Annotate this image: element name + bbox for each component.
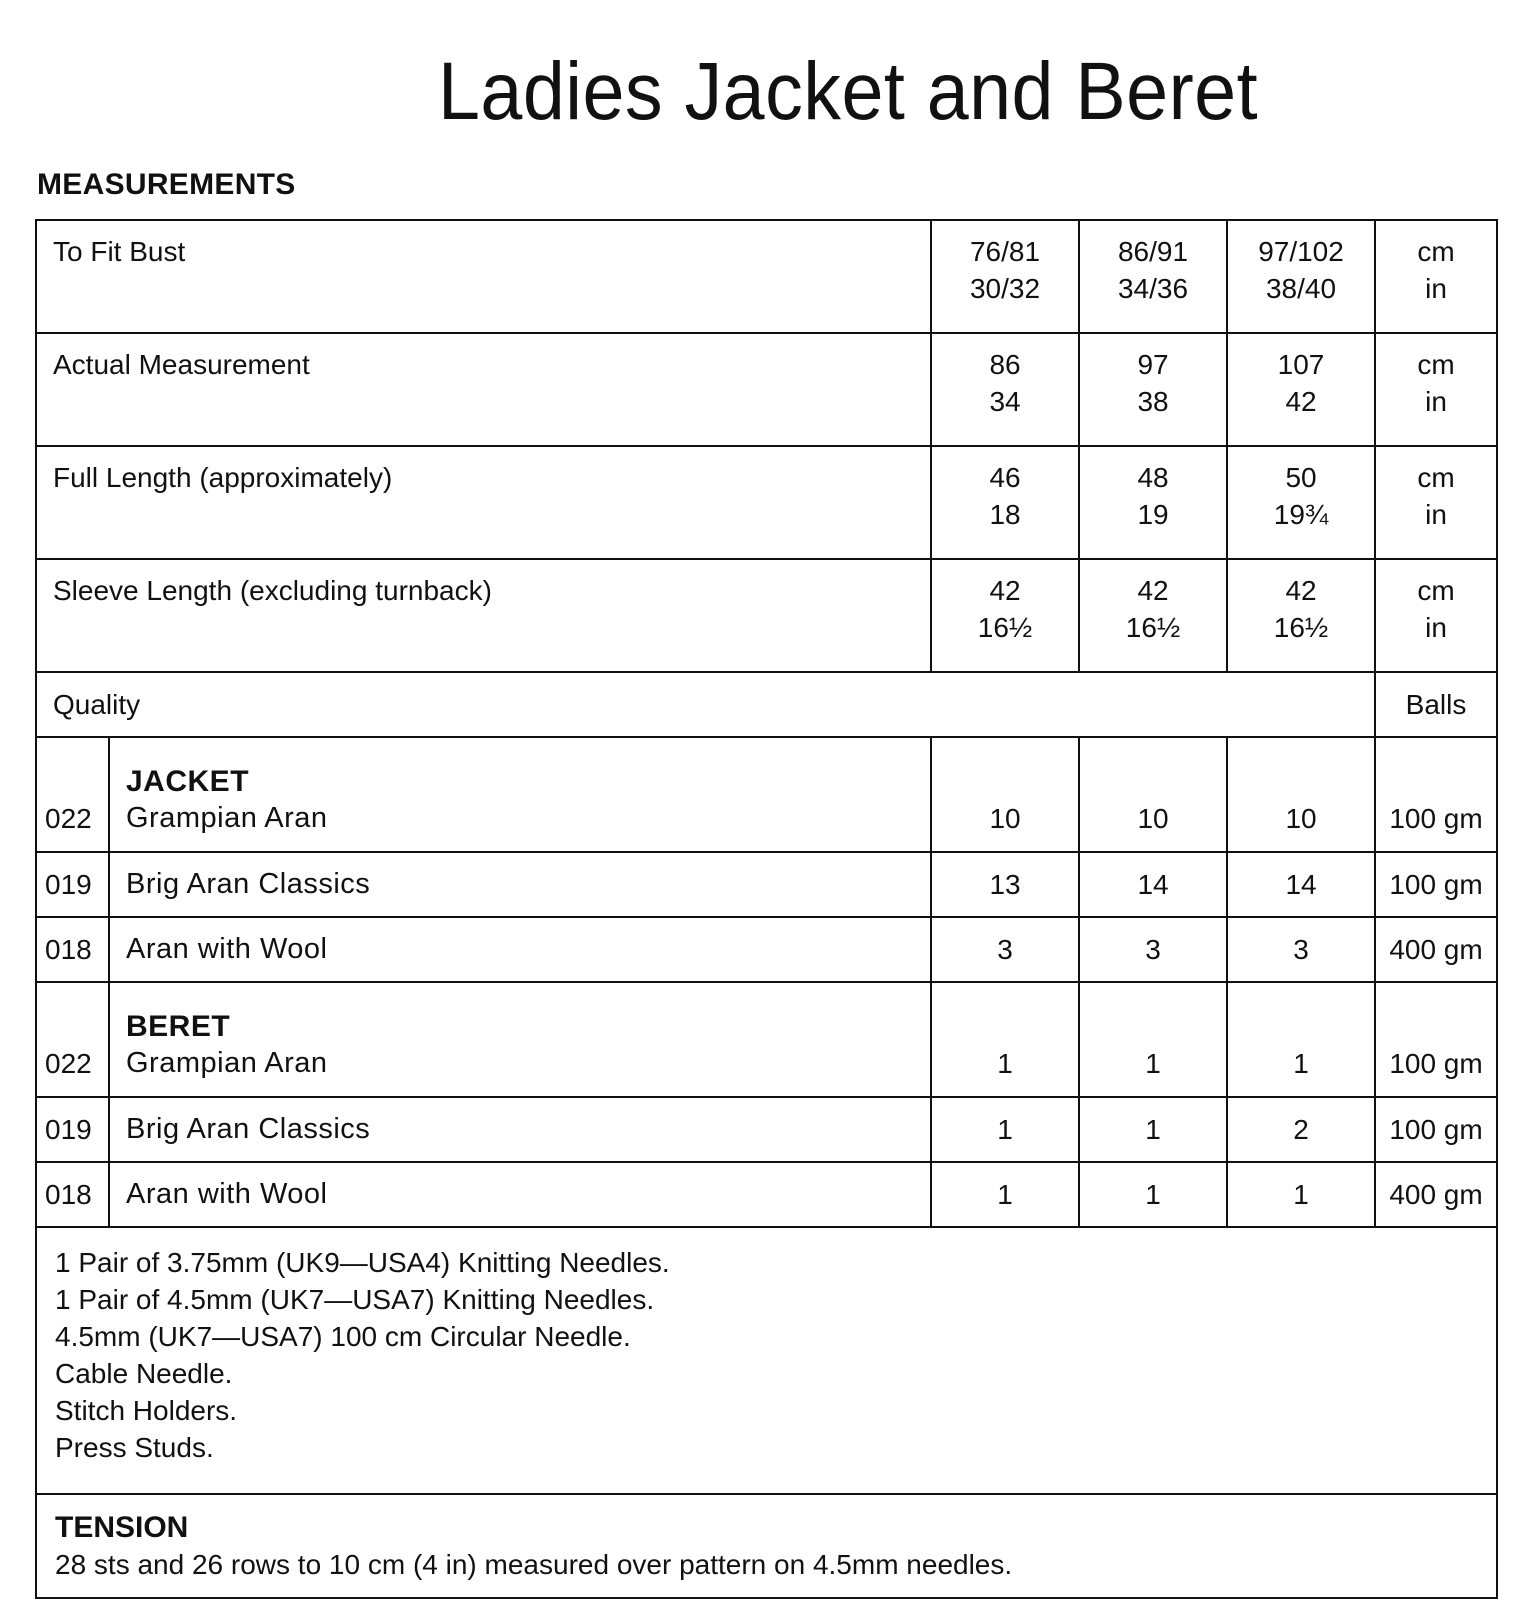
- ball-count: 3: [931, 917, 1079, 982]
- size-cell: [1079, 559, 1227, 672]
- unit-cell: [1375, 333, 1497, 446]
- unit-cm: cm: [1417, 236, 1455, 267]
- yarn-code: 022: [36, 982, 109, 1097]
- ball-count: 2: [1227, 1097, 1375, 1162]
- needle-item: 1 Pair of 4.5mm (UK7—USA7) Knitting Needles.: [55, 1284, 655, 1315]
- yarn-name: Brig Aran Classics: [109, 852, 931, 917]
- yarn-code: 022: [36, 737, 109, 852]
- needles-list: [36, 1227, 1497, 1494]
- size-cm: 42: [1285, 575, 1317, 606]
- tension-row: [36, 1494, 1497, 1598]
- measurements-heading: MEASUREMENTS: [37, 168, 296, 201]
- group-heading-jacket: JACKET: [126, 765, 250, 798]
- size-cm: 86/91: [1117, 236, 1189, 267]
- ball-count: 3: [1079, 917, 1227, 982]
- size-cm: 76/81: [969, 236, 1041, 267]
- unit-cell: [1375, 446, 1497, 559]
- ball-count: 10: [1079, 737, 1227, 852]
- yarn-name: Brig Aran Classics: [109, 1097, 931, 1162]
- size-cm: 42: [1137, 575, 1169, 606]
- needle-item: Cable Needle.: [55, 1358, 233, 1389]
- balls-label: Balls: [1375, 672, 1497, 737]
- yarn-name-cell: [109, 737, 931, 852]
- measurement-label: Full Length (approximately): [36, 446, 931, 559]
- size-in: 34: [989, 386, 1021, 417]
- measurement-label: Sleeve Length (excluding turnback): [36, 559, 931, 672]
- size-cell: [1079, 446, 1227, 559]
- size-in: 42: [1285, 386, 1317, 417]
- measurement-label: Actual Measurement: [36, 333, 931, 446]
- size-cell: [1079, 220, 1227, 333]
- ball-count: 3: [1227, 917, 1375, 982]
- yarn-name-cell: [109, 982, 931, 1097]
- ball-weight: 400 gm: [1375, 1162, 1497, 1227]
- size-cell: [1079, 333, 1227, 446]
- size-in: 18: [989, 499, 1021, 530]
- needle-item: 4.5mm (UK7—USA7) 100 cm Circular Needle.: [55, 1321, 631, 1352]
- page-title: Ladies Jacket and Beret: [438, 46, 1258, 137]
- ball-count: 1: [1227, 982, 1375, 1097]
- size-cm: 97/102: [1258, 236, 1344, 267]
- ball-count: 1: [931, 1162, 1079, 1227]
- size-cell: [1227, 446, 1375, 559]
- unit-in: in: [1425, 612, 1447, 643]
- needles-row: [36, 1227, 1497, 1494]
- ball-count: 1: [1079, 1097, 1227, 1162]
- size-cm: 50: [1285, 462, 1317, 493]
- ball-count: 14: [1227, 852, 1375, 917]
- ball-weight: 100 gm: [1375, 852, 1497, 917]
- measurement-row: [36, 333, 1497, 446]
- ball-count: 13: [931, 852, 1079, 917]
- size-in: 19: [1137, 499, 1169, 530]
- yarn-name: Grampian Aran: [126, 802, 328, 834]
- size-cell: [1227, 559, 1375, 672]
- ball-count: 1: [931, 1097, 1079, 1162]
- yarn-row: [36, 982, 1497, 1097]
- size-cm: 97: [1137, 349, 1169, 380]
- size-in: 16½: [1125, 612, 1181, 643]
- yarn-row: [36, 917, 1497, 982]
- yarn-code: 019: [36, 1097, 109, 1162]
- size-cell: [931, 446, 1079, 559]
- yarn-name: Aran with Wool: [109, 1162, 931, 1227]
- yarn-name: Grampian Aran: [126, 1047, 328, 1079]
- yarn-row: [36, 1097, 1497, 1162]
- ball-weight: 400 gm: [1375, 917, 1497, 982]
- needle-item: 1 Pair of 3.75mm (UK9—USA4) Knitting Needles.: [55, 1247, 670, 1278]
- yarn-code: 018: [36, 1162, 109, 1227]
- measurement-row: [36, 559, 1497, 672]
- ball-count: 10: [1227, 737, 1375, 852]
- unit-cm: cm: [1417, 349, 1455, 380]
- size-cm: 42: [989, 575, 1021, 606]
- ball-weight: 100 gm: [1375, 737, 1497, 852]
- unit-cell: [1375, 559, 1497, 672]
- yarn-row: [36, 1162, 1497, 1227]
- ball-weight: 100 gm: [1375, 1097, 1497, 1162]
- size-cell: [1227, 333, 1375, 446]
- ball-count: 1: [931, 982, 1079, 1097]
- size-cell: [931, 559, 1079, 672]
- unit-cm: cm: [1417, 575, 1455, 606]
- ball-count: 10: [931, 737, 1079, 852]
- group-heading-beret: BERET: [126, 1010, 231, 1043]
- ball-count: 1: [1227, 1162, 1375, 1227]
- size-cell: [1227, 220, 1375, 333]
- needle-item: Press Studs.: [55, 1432, 214, 1463]
- tension-cell: [36, 1494, 1497, 1598]
- tension-text: 28 sts and 26 rows to 10 cm (4 in) measured over pattern on 4.5mm needles.: [55, 1549, 1013, 1580]
- tension-heading: TENSION: [55, 1511, 189, 1544]
- yarn-code: 019: [36, 852, 109, 917]
- size-in: 34/36: [1117, 273, 1189, 304]
- unit-cell: [1375, 220, 1497, 333]
- ball-count: 14: [1079, 852, 1227, 917]
- size-in: 38: [1137, 386, 1169, 417]
- size-in: 16½: [977, 612, 1033, 643]
- size-cm: 86: [989, 349, 1021, 380]
- size-cm: 46: [989, 462, 1021, 493]
- unit-in: in: [1425, 499, 1447, 530]
- measurement-label: To Fit Bust: [36, 220, 931, 333]
- unit-in: in: [1425, 386, 1447, 417]
- size-in: 30/32: [969, 273, 1041, 304]
- yarn-row: [36, 737, 1497, 852]
- size-in: 16½: [1273, 612, 1329, 643]
- size-in: 19¾: [1273, 499, 1329, 530]
- measurement-row: [36, 446, 1497, 559]
- needle-item: Stitch Holders.: [55, 1395, 238, 1426]
- unit-in: in: [1425, 273, 1447, 304]
- size-in: 38/40: [1265, 273, 1337, 304]
- ball-count: 1: [1079, 982, 1227, 1097]
- ball-count: 1: [1079, 1162, 1227, 1227]
- yarn-row: [36, 852, 1497, 917]
- measurements-table: [35, 219, 1498, 1599]
- size-cell: [931, 220, 1079, 333]
- size-cell: [931, 333, 1079, 446]
- measurement-row: [36, 220, 1497, 333]
- unit-cm: cm: [1417, 462, 1455, 493]
- yarn-name: Aran with Wool: [109, 917, 931, 982]
- size-cm: 48: [1137, 462, 1169, 493]
- quality-header-row: [36, 672, 1497, 737]
- ball-weight: 100 gm: [1375, 982, 1497, 1097]
- yarn-code: 018: [36, 917, 109, 982]
- size-cm: 107: [1277, 349, 1325, 380]
- quality-label: Quality: [36, 672, 1375, 737]
